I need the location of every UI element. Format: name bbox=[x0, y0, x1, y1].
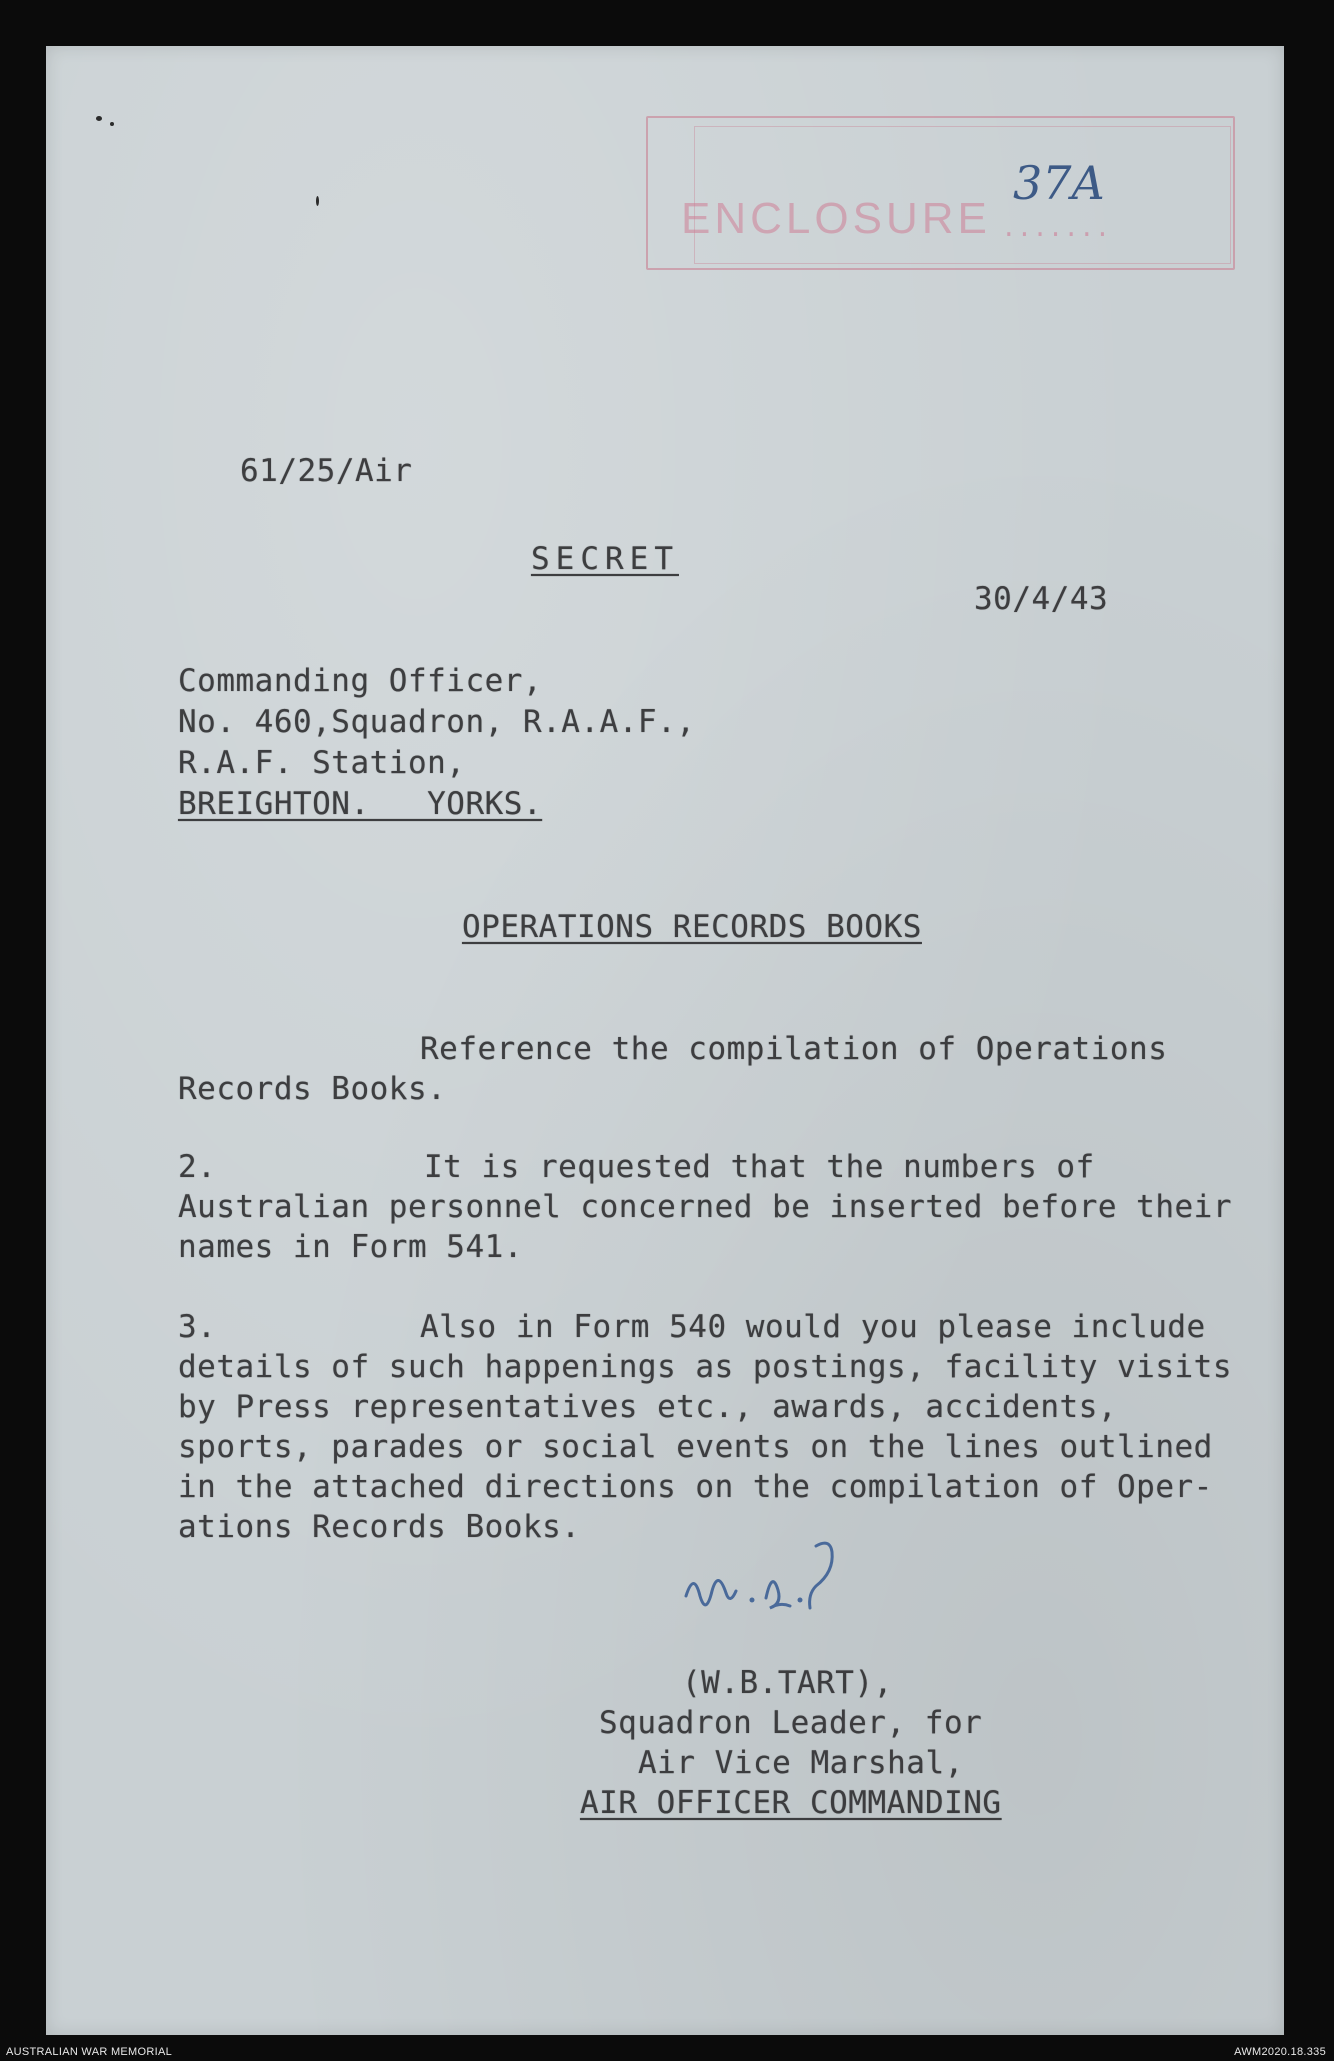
address-line: R.A.F. Station, bbox=[178, 745, 466, 781]
paragraph-3-line: Also in Form 540 would you please include bbox=[420, 1309, 1206, 1345]
letter-date: 30/4/43 bbox=[974, 581, 1109, 617]
paragraph-3-line: by Press representatives etc., awards, accidents, bbox=[178, 1389, 1118, 1425]
enclosure-stamp-label: ENCLOSURE bbox=[681, 194, 991, 243]
ink-speck bbox=[110, 122, 114, 126]
enclosure-number: 37A bbox=[1013, 156, 1105, 210]
document-page bbox=[46, 46, 1284, 2035]
paragraph-2-line: It is requested that the numbers of bbox=[424, 1149, 1095, 1185]
signature-office: AIR OFFICER COMMANDING bbox=[580, 1785, 1002, 1821]
address-line: Commanding Officer, bbox=[178, 663, 543, 699]
paragraph-2-line: names in Form 541. bbox=[178, 1229, 523, 1265]
handwritten-signature bbox=[666, 1526, 906, 1651]
signature-name: (W.B.TART), bbox=[682, 1665, 893, 1701]
enclosure-stamp-dots: ....... bbox=[1001, 214, 1111, 244]
paragraph-1-line: Records Books. bbox=[178, 1071, 447, 1107]
address-line-location: BREIGHTON. YORKS. bbox=[178, 786, 543, 822]
ink-speck bbox=[96, 116, 102, 121]
paragraph-3-number: 3. bbox=[178, 1309, 217, 1345]
paragraph-3-line: ations Records Books. bbox=[178, 1509, 581, 1545]
paragraph-1-line: Reference the compilation of Operations bbox=[420, 1031, 1168, 1067]
ink-speck bbox=[316, 196, 319, 206]
signature-for: Air Vice Marshal, bbox=[638, 1745, 964, 1781]
signature-rank: Squadron Leader, for bbox=[599, 1705, 983, 1741]
paragraph-3-line: in the attached directions on the compilation of Oper- bbox=[178, 1469, 1213, 1505]
archive-credit: AUSTRALIAN WAR MEMORIAL bbox=[6, 2046, 173, 2058]
address-line: No. 460,Squadron, R.A.A.F., bbox=[178, 704, 696, 740]
paragraph-2-line: Australian personnel concerned be inserted before their bbox=[178, 1189, 1232, 1225]
paragraph-3-line: details of such happenings as postings, facility visits bbox=[178, 1349, 1232, 1385]
paragraph-2-number: 2. bbox=[178, 1149, 217, 1185]
classification-heading: SECRET bbox=[531, 541, 679, 577]
subject-heading: OPERATIONS RECORDS BOOKS bbox=[462, 909, 922, 945]
archive-item-id: AWM2020.18.335 bbox=[1234, 2046, 1326, 2058]
reference-number: 61/25/Air bbox=[240, 453, 413, 489]
paragraph-3-line: sports, parades or social events on the lines outlined bbox=[178, 1429, 1213, 1465]
